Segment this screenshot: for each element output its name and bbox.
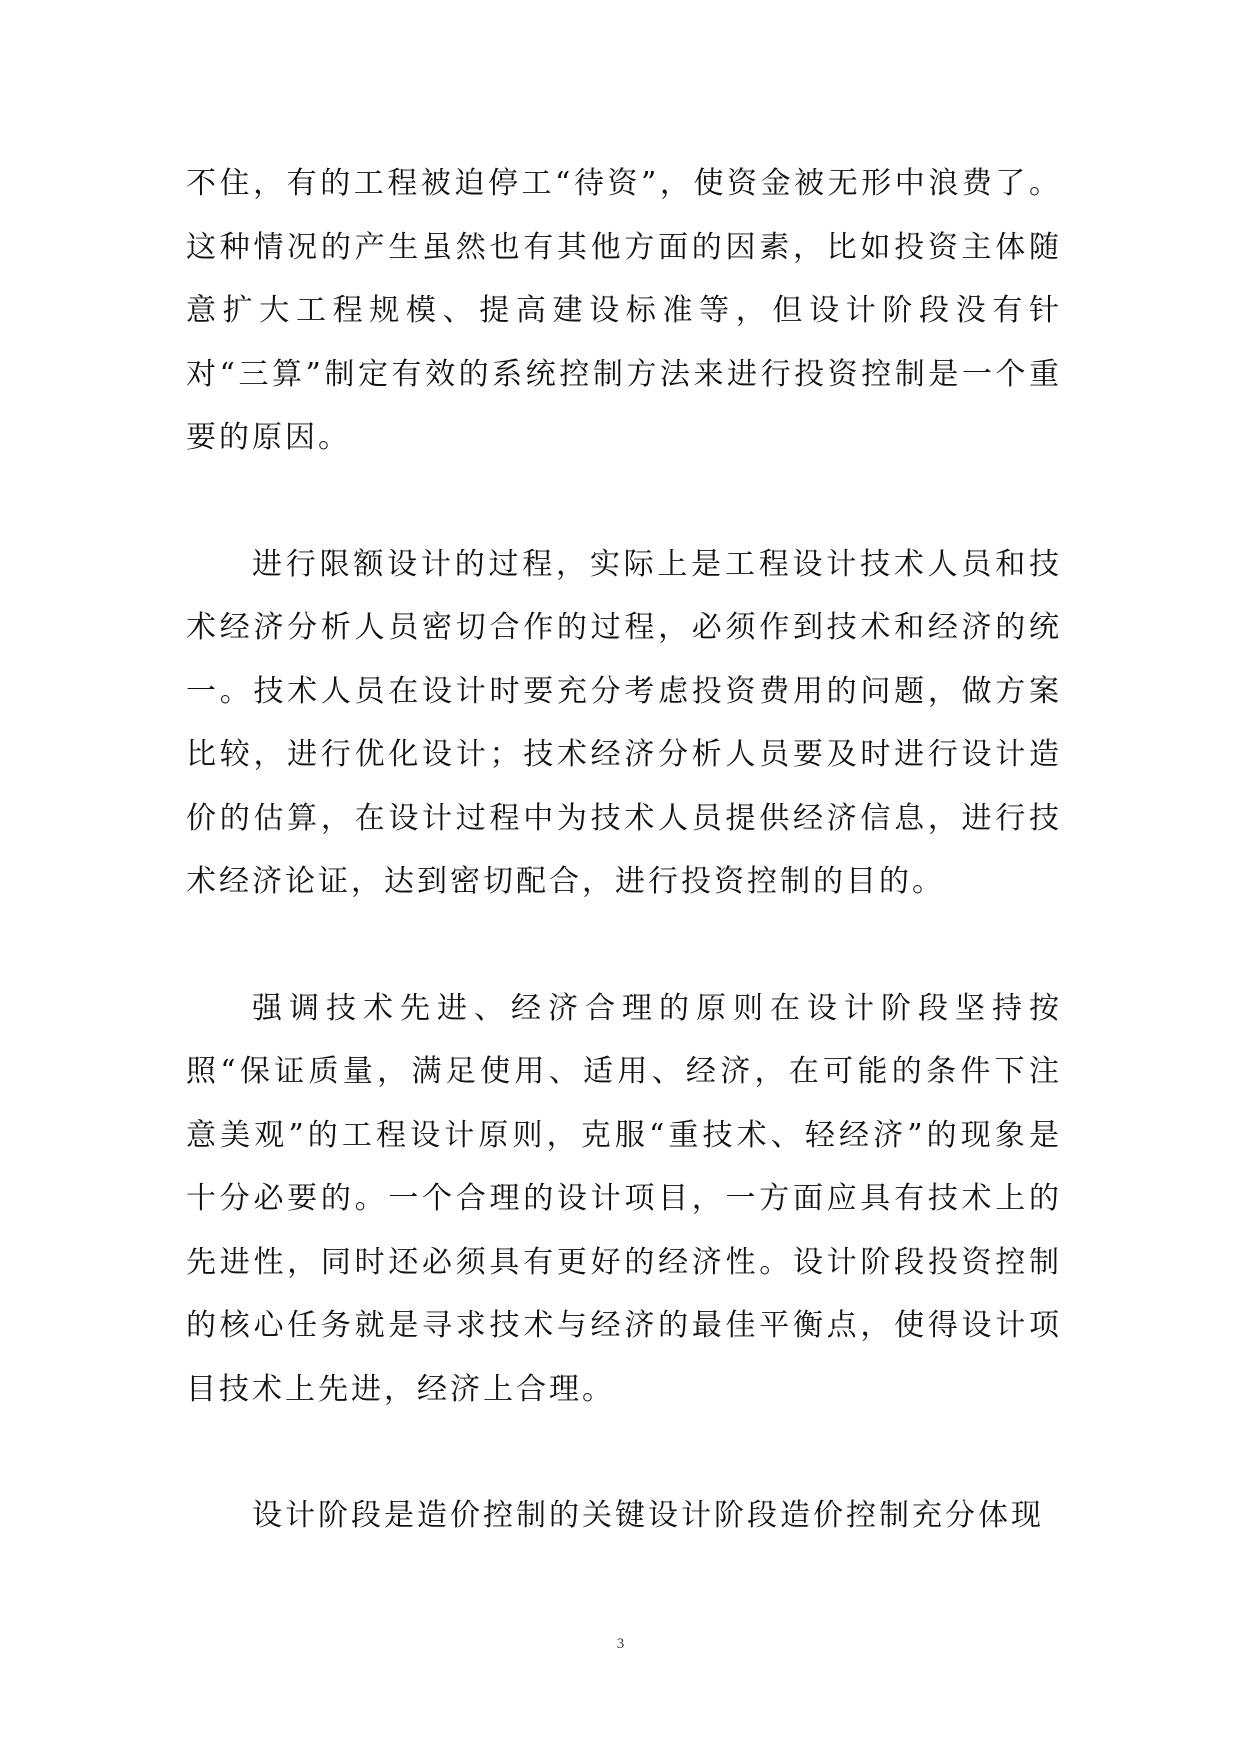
body-text <box>186 152 1062 1548</box>
paragraph-gap <box>186 470 1062 533</box>
paragraph-quota-design: 进行限额设计的过程，实际上是工程设计技术人员和技术经济分析人员密切合作的过程，必须作到技术和经济的统一。技术人员在设计时要充分考虑投资费用的问题，做方案比较，进行优化设计；技术经济分析人员要及时进行设计造价的估算，在设计过程中为技术人员提供经济信息，进行技术经济论证，达到密切配合，进行投资控制的目的。 <box>186 546 1062 899</box>
paragraph-gap <box>186 1421 1062 1484</box>
page-number: 3 <box>616 1636 625 1652</box>
paragraph-technical-economic-principle: 强调技术先进、经济合理的原则在设计阶段坚持按照“保证质量，满足使用、适用、经济，在可能的条件下注意美观”的工程设计原则，克服“重技术、轻经济”的现象是十分必要的。一个合理的设计项目，一方面应具有技术上的先进性，同时还必须具有更好的经济性。设计阶段投资控制的核心任务就是寻求技术与经济的最佳平衡点，使得设计项目技术上先进，经济上合理。 <box>186 990 1062 1407</box>
paragraph-design-stage-key: 设计阶段是造价控制的关键设计阶段造价控制充分体现 <box>252 1498 1044 1533</box>
paragraph-continued: 不住，有的工程被迫停工“待资”，使资金被无形中浪费了。这种情况的产生虽然也有其他方面的因素，比如投资主体随意扩大工程规模、提高建设标准等，但设计阶段没有针对“三算”制定有效的系统控制方法来进行投资控制是一个重要的原因。 <box>186 166 1062 455</box>
paragraph-gap <box>186 914 1062 977</box>
